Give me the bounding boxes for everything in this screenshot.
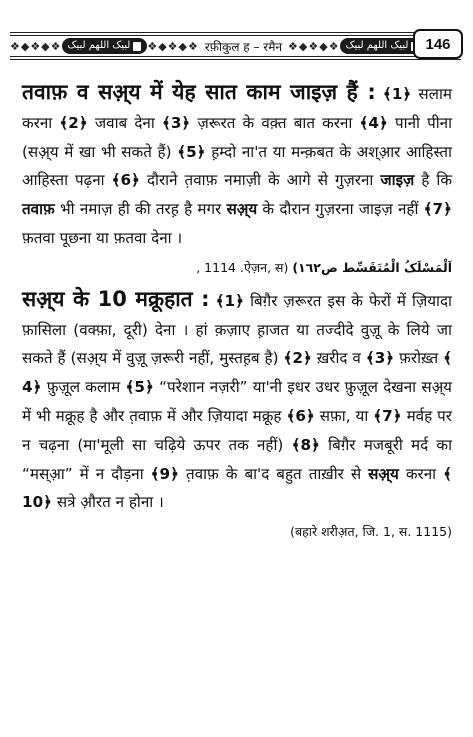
header-rule-top-inner xyxy=(10,35,461,36)
item-text: दौराने त़वाफ़ नमाज़ी के आगे से गुज़रना xyxy=(139,171,381,190)
item-text: भी नमाज़ ही की तरह़ है मगर xyxy=(54,200,227,219)
bold-term: सअ़्य xyxy=(368,464,399,483)
left-badge-text: لبیک اللھم لبیک xyxy=(67,40,131,51)
section-makruhat xyxy=(22,285,452,517)
item-number: ﴾1﴿ xyxy=(382,85,412,103)
item-number: ﴾4﴿ xyxy=(22,349,453,397)
item-number: ﴾7﴿ xyxy=(423,200,453,219)
ornament-mid-right: ❖◆❖◆❖ xyxy=(288,39,340,53)
bold-term: जाइज़ xyxy=(380,171,415,190)
left-badge xyxy=(62,38,148,54)
item-number: ﴾4﴿ xyxy=(359,113,388,132)
bold-term: तवाफ़ xyxy=(22,200,55,219)
item-number: ﴾1﴿ xyxy=(215,291,245,310)
running-title: रफ़ीकुल ह – रमैन xyxy=(204,39,283,54)
item-number: ﴾2﴿ xyxy=(59,113,88,132)
item-number: ﴾9﴿ xyxy=(150,464,180,483)
page-content xyxy=(22,78,452,549)
item-number: ﴾10﴿ xyxy=(22,464,452,512)
citation: (बहारे शरीअ़त, जि. 1, स. 1115) xyxy=(290,524,452,540)
section-permissible xyxy=(22,78,452,253)
section-body xyxy=(22,292,452,512)
citation-hindi: , 1114 .ऐज़न, स) xyxy=(196,259,289,275)
item-text: ज़रूरत के वक़्त बात करना xyxy=(190,113,360,132)
item-text: ख़रीद व xyxy=(311,349,366,368)
item-text: सत्रे औ़रत न होना । xyxy=(52,493,164,512)
ornament-left: ❖◆❖◆❖ xyxy=(10,39,62,53)
right-badge-text: لبیک اللھم لبیک xyxy=(345,40,409,51)
item-text: बिग़ैर ज़रूरत इस के फेरों में ज़ियादा फ़ासिला (वक्फ़ा, दूरी) देना । हां क़ज़ाए ह़ाजत या तज्दीदे वुज़ू के लिये जा सकते हैं (सअ़्य में वुज़ू ज़रूरी नहीं, मुस्तह़ब है) xyxy=(22,291,452,368)
item-number: ﴾3﴿ xyxy=(161,113,191,132)
item-number: ﴾5﴿ xyxy=(177,142,206,161)
section-body xyxy=(22,85,452,247)
item-number: ﴾7﴿ xyxy=(373,406,402,425)
item-number: ﴾6﴿ xyxy=(286,406,315,425)
kaaba-icon xyxy=(133,42,141,51)
citation-arabic: (اَلْمَسْلَکُ الْمُتَقَسِّط ص١٦٢ xyxy=(292,259,452,275)
section-heading: सअ़्य के 10 मक्रूहात : xyxy=(22,286,210,311)
item-text: सलाम करना xyxy=(22,85,452,132)
ornament-mid-left: ❖◆❖◆❖ xyxy=(147,39,199,53)
item-text: “परेशान नज़री” या'नी इधर उधर फ़ुज़ूल देखना सअ़्य में भी मक्रूह है और त़वाफ़ में और ज़ियादा मक्रूह xyxy=(22,378,452,425)
item-number: ﴾2﴿ xyxy=(283,349,312,368)
item-text: फ़रोख़्त xyxy=(394,349,444,368)
item-number: ﴾6﴿ xyxy=(111,171,140,190)
header-rule-bottom xyxy=(10,59,461,60)
page-header xyxy=(10,32,461,60)
bold-term: सअ़्य xyxy=(226,200,258,219)
citation xyxy=(22,259,452,277)
item-number: ﴾8﴿ xyxy=(291,435,320,454)
item-text: ह़म्दो ना'त या मन्क़बत के अश्आ़र आहिस्ता आहिस्ता पढ़ना xyxy=(22,142,452,190)
header-rule-top xyxy=(10,32,461,33)
item-number: ﴾5﴿ xyxy=(125,378,154,397)
item-text: सफ़ा, या xyxy=(314,406,374,425)
item-text: मर्वह पर न चढ़ना (मा'मूली सा चढ़िये ऊपर तक नहीं) xyxy=(22,406,452,454)
item-text: जवाब देना xyxy=(87,113,162,132)
page-number: 146 xyxy=(413,29,463,59)
item-text: पानी पीना (सअ़्य में खा भी सकते हैं) xyxy=(22,113,452,161)
item-text: बिग़ैर मजबूरी मर्द का “मस्आ़” में न दौड़ना xyxy=(22,435,453,483)
header-inner xyxy=(10,37,461,55)
item-text: फ़ुज़ूल कलाम xyxy=(41,378,126,397)
item-text: त़वाफ़ के बा'द बहुत ताख़ीर से xyxy=(179,464,369,483)
item-text: करना xyxy=(398,464,444,483)
header-rule-bottom-inner xyxy=(10,56,461,57)
section-heading: तवाफ़ व सअ़्य में येह सात काम जाइज़ हैं : xyxy=(22,80,376,104)
item-text: है कि xyxy=(414,171,452,190)
item-text: फ़तवा पूछना या फ़तवा देना । xyxy=(22,228,183,247)
item-text: के दौरान गुज़रना जाइज़ नहीं xyxy=(257,200,424,219)
item-number: ﴾3﴿ xyxy=(365,349,395,368)
